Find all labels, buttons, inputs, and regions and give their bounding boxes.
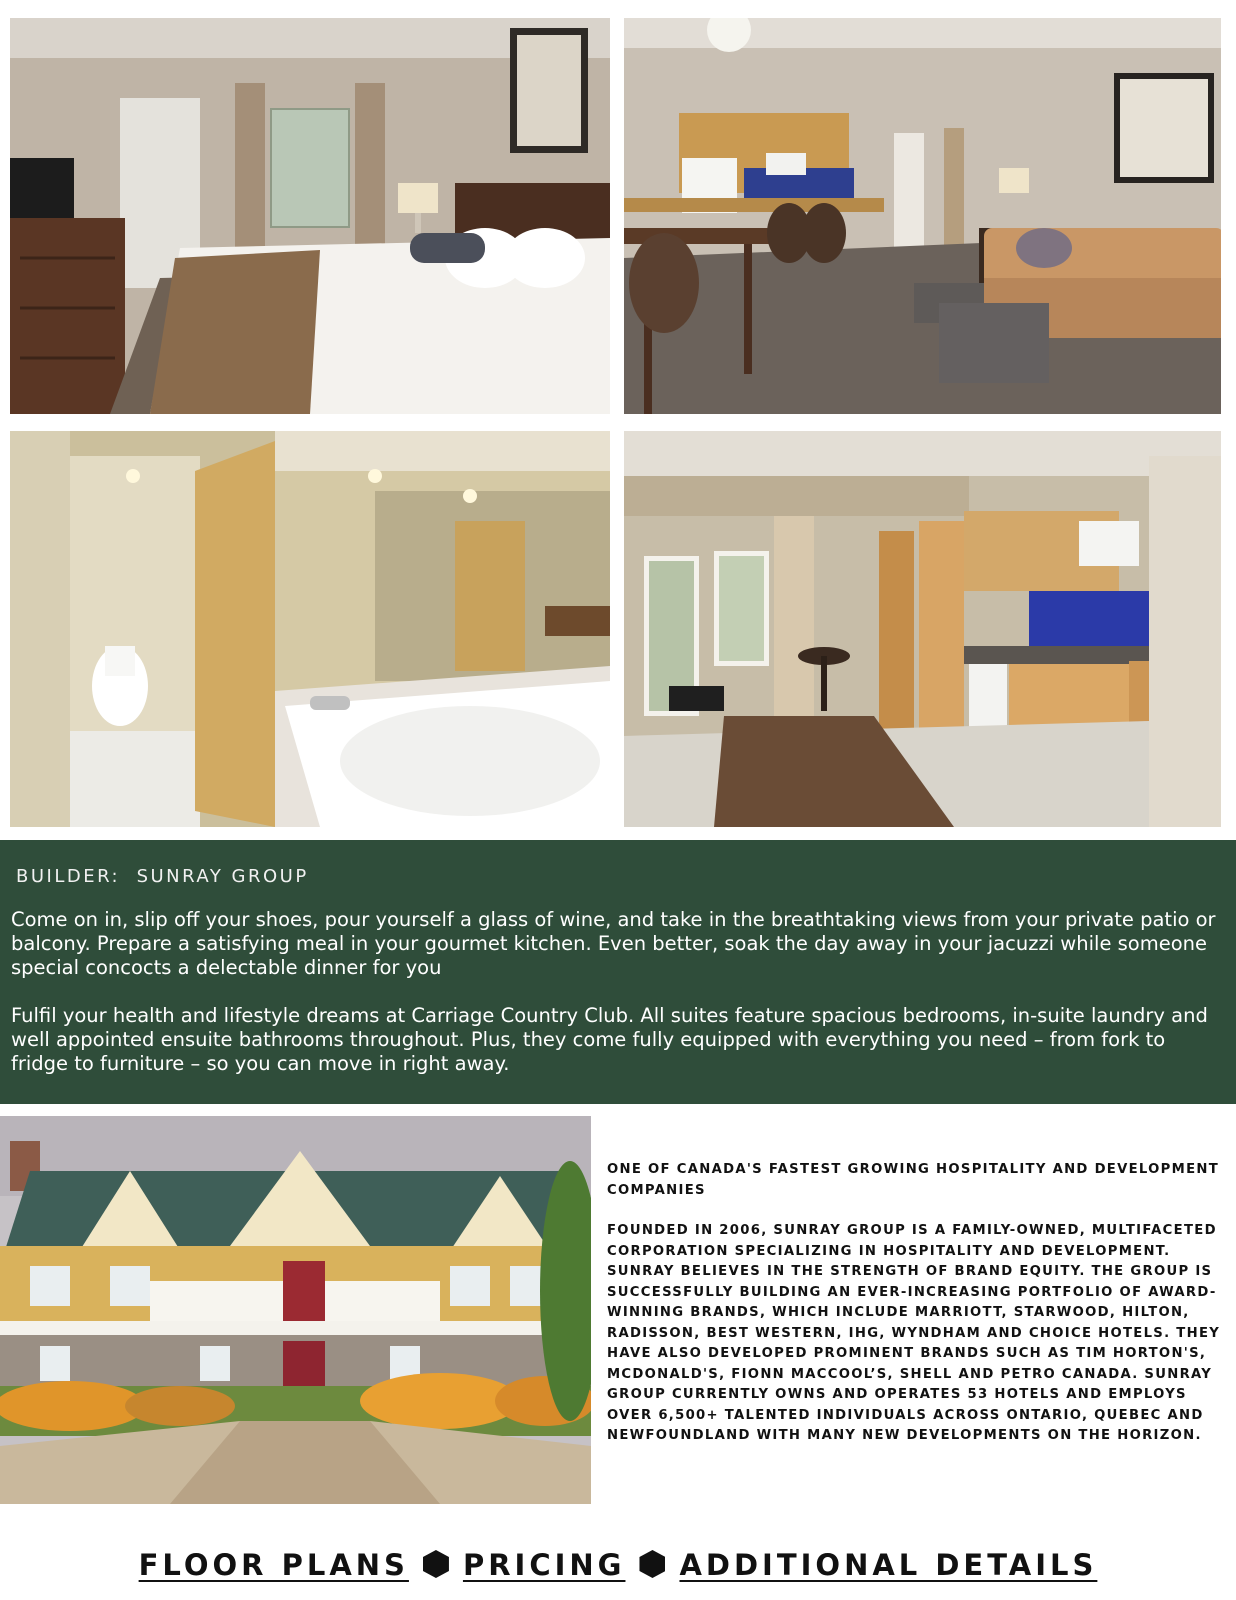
kitchenette-photo bbox=[624, 431, 1221, 827]
additional-details-link[interactable]: ADDITIONAL DETAILS bbox=[679, 1548, 1098, 1582]
living-dining-photo bbox=[624, 18, 1221, 414]
builder-name: SUNRAY GROUP bbox=[136, 866, 309, 887]
floor-plans-link[interactable]: FLOOR PLANS bbox=[138, 1548, 409, 1582]
hexagon-bullet-icon bbox=[423, 1550, 449, 1578]
footer-links bbox=[0, 1548, 1236, 1582]
company-body: FOUNDED IN 2006, SUNRAY GROUP IS A FAMILY-OWNED, MULTIFACETED CORPORATION SPECIALIZING IN HOSPITALITY AND DEVELOPMENT. SUNRAY BELIEVES IN THE STRENGTH OF BRAND EQUITY. THE GROUP IS SUCCESSFULLY BUILDING AN EVER-INCREASING PORTFOLIO OF AWARD-WINNING BRANDS, WHICH INCLUDE MARRIOTT, STARWOOD, HILTON, RADISSON, BEST WESTERN, IHG, WYNDHAM AND CHOICE HOTELS. THEY HAVE ALSO DEVELOPED PROMINENT BRANDS SUCH AS TIM HORTON'S, MCDONALD'S, FIONN MACCOOL’S, SHELL AND PETRO CANADA. SUNRAY GROUP CURRENTLY OWNS AND OPERATES 53 HOTELS AND EMPLOYS OVER 6,500+ TALENTED INDIVIDUALS ACROSS ONTARIO, QUEBEC AND NEWFOUNDLAND WITH MANY NEW DEVELOPMENTS ON THE HORIZON. bbox=[607, 1223, 1221, 1443]
description-paragraph-2: Fulfil your health and lifestyle dreams at Carriage Country Club. All suites feature spacious bedrooms, in-suite laundry and well appointed ensuite bathrooms throughout. Plus, they come fully equipped with everything you need – from fork to fridge to furniture – so you can move in right away. bbox=[11, 1004, 1208, 1075]
clubhouse-exterior-photo bbox=[0, 1116, 591, 1504]
pricing-link[interactable]: PRICING bbox=[462, 1548, 626, 1582]
hexagon-bullet-icon bbox=[639, 1550, 665, 1578]
bedroom-photo bbox=[10, 18, 610, 414]
jacuzzi-bathroom-photo bbox=[10, 431, 610, 827]
description-paragraph-1: Come on in, slip off your shoes, pour yourself a glass of wine, and take in the breathtaking views from your private patio or balcony. Prepare a satisfying meal in your gourmet kitchen. Even better, soak the day away in your jacuzzi while someone special concocts a delectable dinner for you bbox=[11, 908, 1216, 979]
company-heading: ONE OF CANADA'S FASTEST GROWING HOSPITALITY AND DEVELOPMENT COMPANIES bbox=[607, 1162, 1220, 1198]
builder-line bbox=[16, 866, 309, 887]
builder-label: BUILDER: bbox=[16, 866, 121, 887]
description-band bbox=[0, 840, 1236, 1104]
